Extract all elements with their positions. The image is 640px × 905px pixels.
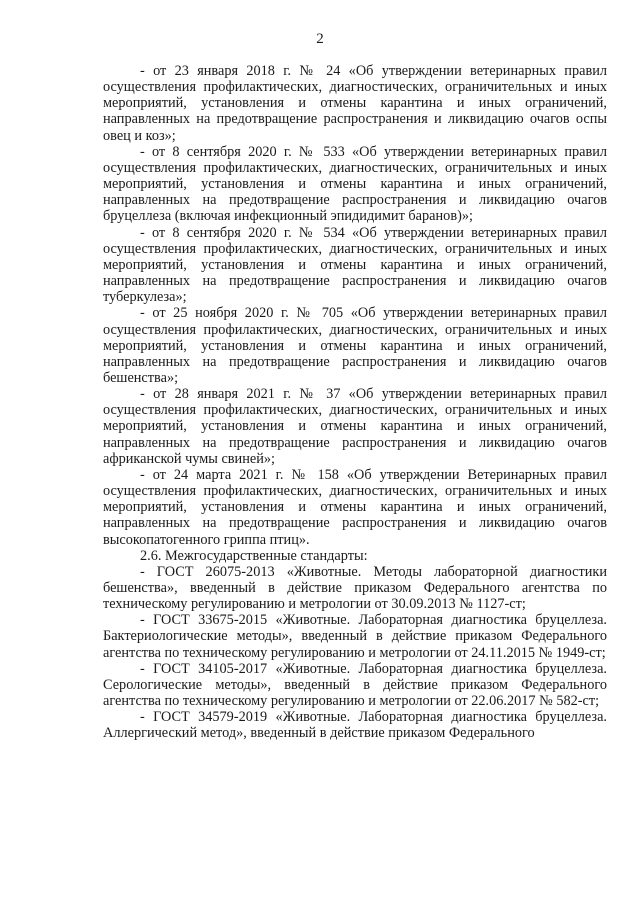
paragraph-gost-34105-2017: - ГОСТ 34105-2017 «Животные. Лабораторная диагностика бруцеллеза. Серологические методы», введенный в действие приказом Федерального агентства по техническому регулированию и метрологии от 22.06.2017 № 582-ст;	[103, 660, 607, 710]
paragraph-order-533-brucellosis: - от 8 сентября 2020 г. № 533 «Об утверждении ветеринарных правил осуществления профилактических, диагностических, ограничительных и иных мероприятий, установления и отмены карантина и иных ограничений, направленных на предотвращение распространения и ликвидацию очагов бруцеллеза (включая инфекционный эпидидимит баранов)»;	[103, 143, 607, 225]
paragraph-order-158-avian-influenza: - от 24 марта 2021 г. № 158 «Об утверждении Ветеринарных правил осуществления профилактических, диагностических, ограничительных и иных мероприятий, установления и отмены карантина и иных ограничений, направленных на предотвращение распространения и ликвидацию очагов высокопатогенного гриппа птиц».	[103, 466, 607, 548]
page-number: 2	[316, 31, 324, 47]
paragraph-gost-33675-2015: - ГОСТ 33675-2015 «Животные. Лабораторная диагностика бруцеллеза. Бактериологические методы», введенный в действие приказом Федерального агентства по техническому регулированию и метрологии от 24.11.2015 № 1949-ст;	[103, 612, 607, 661]
paragraph-order-37-african-swine-fever: - от 28 января 2021 г. № 37 «Об утверждении ветеринарных правил осуществления профилактических, диагностических, ограничительных и иных мероприятий, установления и отмены карантина и иных ограничений, направленных на предотвращение распространения и ликвидацию очагов африканской чумы свиней»;	[103, 386, 607, 467]
section-heading-interstate-standards: 2.6. Межгосударственные стандарты:	[140, 547, 368, 564]
paragraph-gost-26075-2013: - ГОСТ 26075-2013 «Животные. Методы лабораторной диагностики бешенства», введенный в действие приказом Федерального агентства по техническому регулированию и метрологии от 30.09.2013 № 1127-ст;	[103, 563, 607, 613]
document-body	[103, 63, 607, 742]
paragraph-gost-34579-2019: - ГОСТ 34579-2019 «Животные. Лабораторная диагностика бруцеллеза. Аллергический метод», введенный в действие приказом Федерального	[103, 709, 607, 742]
paragraph-order-534-tuberculosis: - от 8 сентября 2020 г. № 534 «Об утверждении ветеринарных правил осуществления профилактических, диагностических, ограничительных и иных мероприятий, установления и отмены карантина и иных ограничений, направленных на предотвращение распространения и ликвидацию очагов туберкулеза»;	[103, 224, 607, 306]
paragraph-order-24-sheep-pox: - от 23 января 2018 г. № 24 «Об утверждении ветеринарных правил осуществления профилактических, диагностических, ограничительных и иных мероприятий, установления и отмены карантина и иных ограничений, направленных на предотвращение распространения и ликвидацию очагов оспы овец и коз»;	[103, 63, 607, 144]
paragraph-order-705-rabies: - от 25 ноября 2020 г. № 705 «Об утверждении ветеринарных правил осуществления профилактических, диагностических, ограничительных и иных мероприятий, установления и отмены карантина и иных ограничений, направленных на предотвращение распространения и ликвидацию очагов бешенства»;	[103, 305, 607, 386]
